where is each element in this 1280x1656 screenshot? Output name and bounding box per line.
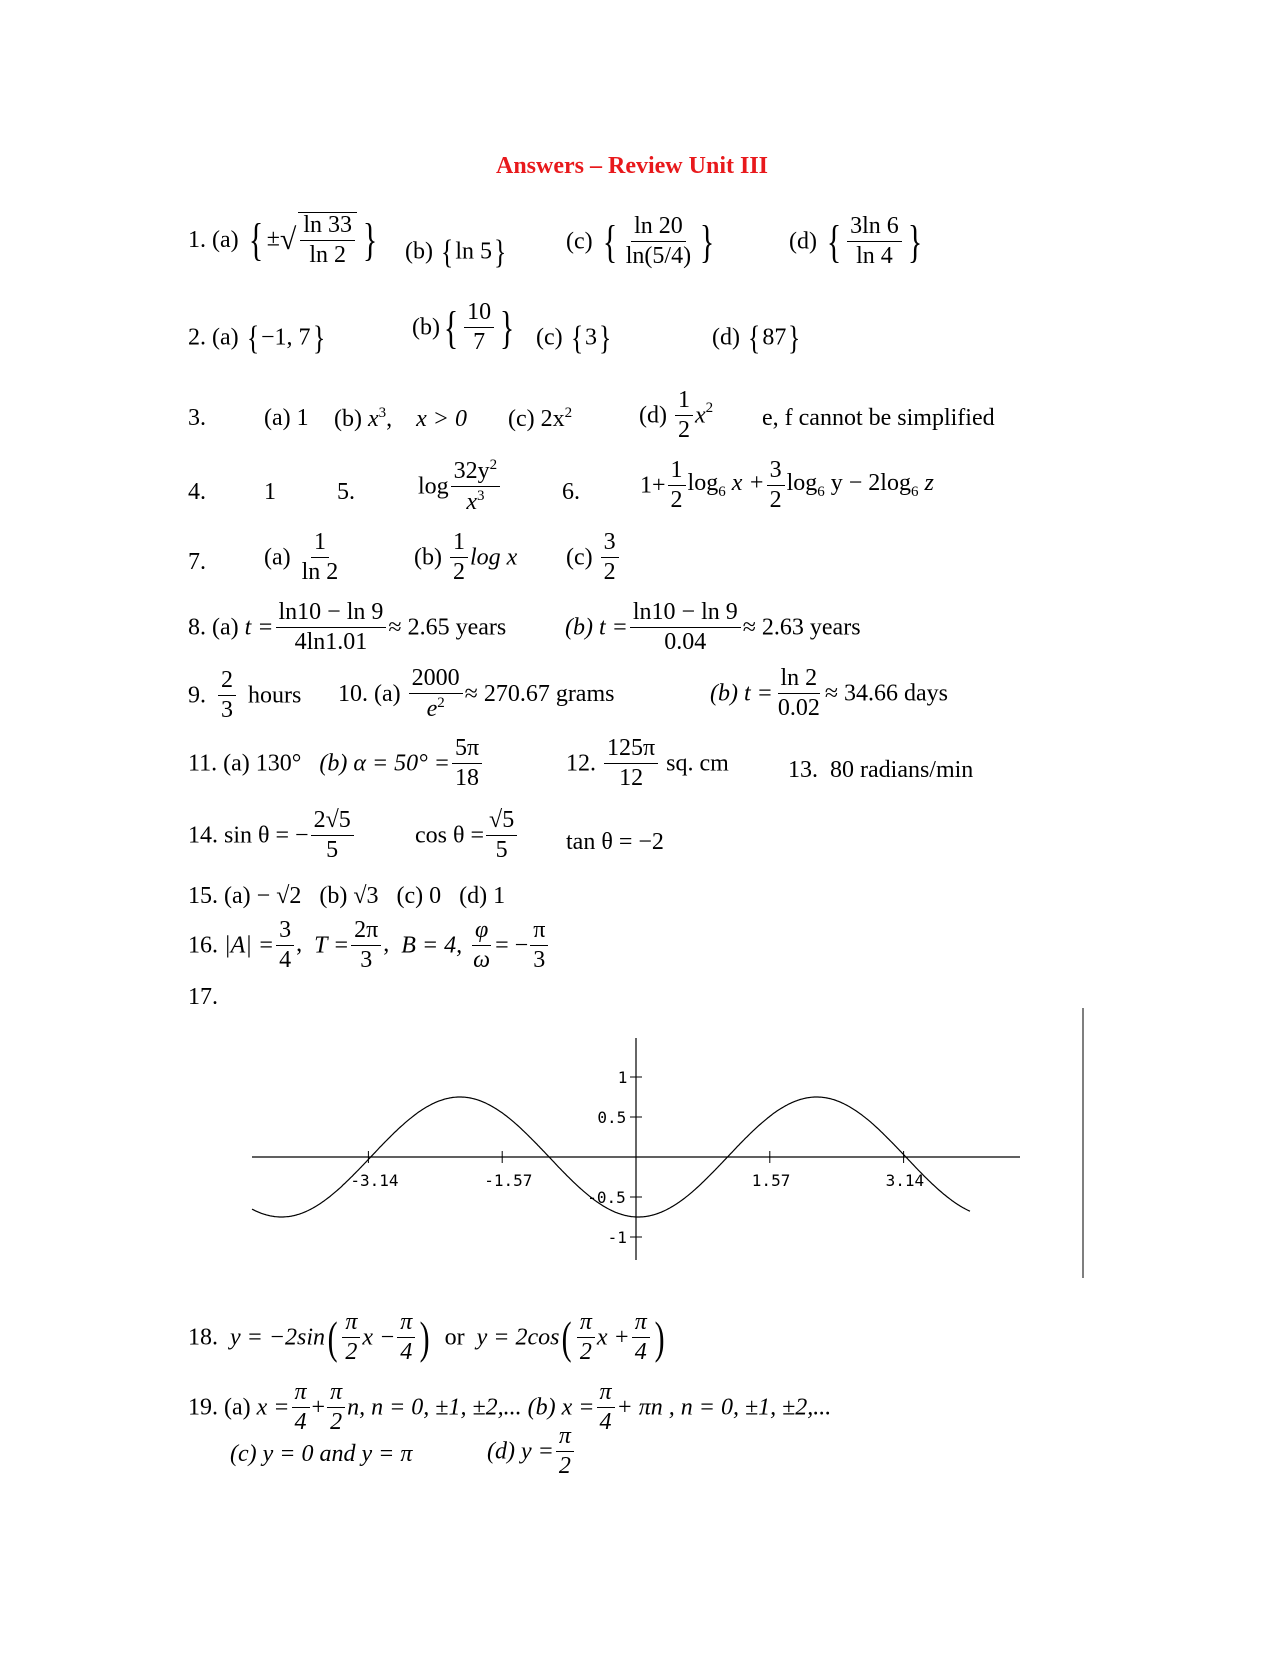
y-tick-label: -0.5 (587, 1188, 626, 1207)
answer-8b: (b) t = $\frac{\ln 10 - \ln 9}{0.04}$ ≈ 2.63 years (565, 599, 861, 656)
x-tick-label: 1.57 (751, 1171, 791, 1190)
answer-3b: (b) $x^3$, x > 0 (334, 405, 467, 432)
answer-4-label: 4. (188, 479, 206, 505)
answer-1: 1. (a) { ±√ $\frac{\ln 33}{\ln 2}$ } (188, 212, 378, 269)
answer-5: log $\frac{32y^2}{x^3}$ (418, 458, 502, 515)
answer-14: 14. sin θ = − $\frac{2√5}{5}$ (188, 808, 356, 863)
answer-4: 1 (264, 479, 276, 505)
answer-12: 12. $\frac{125\pi}{12}$ sq. cm (566, 735, 729, 792)
answer-7a: (a) $\frac{1}{\ln 2}$ (264, 529, 339, 586)
answer-7c: (c) $\frac{3}{2}$ (566, 530, 621, 585)
answer-17-label: 17. (188, 984, 218, 1010)
answer-15: 15. (a) − √2 (b) √3 (c) 0 (d) 1 (188, 883, 506, 909)
answer-19d: (d) y = $\frac{\pi}{2}$ (487, 1424, 576, 1479)
answer-10b: (b) t = $\frac{\ln 2}{0.02}$ ≈ 34.66 days (710, 665, 949, 722)
answer-1c: (c) { $\frac{\ln 20}{\ln(5/4)}$ } (566, 213, 715, 270)
answer-13: 13. 80 radians/min (788, 757, 974, 783)
y-tick-label: 0.5 (597, 1108, 627, 1127)
answer-7b: (b) $\frac{1}{2}$ log x (414, 529, 518, 586)
answer-3-label: 3. (188, 405, 206, 431)
answer-1d: (d) { $\frac{3\ln 6}{\ln 4}$ } (789, 213, 922, 270)
x-tick-label: -1.57 (484, 1171, 533, 1190)
answer-14-cos: cos θ = $\frac{√5}{5}$ (415, 808, 519, 863)
answer-19c: (c) y = 0 and y = π (230, 1441, 413, 1467)
answer-3c: (c) $2x^2$ (508, 405, 573, 432)
answer-8a: 8. (a) t = $\frac{\ln 10 - \ln 9}{4\ln 1.01}$ ≈ 2.65 years (188, 599, 507, 656)
answer-3a: (a) 1 (264, 405, 309, 431)
x-tick-label: -3.14 (350, 1171, 399, 1190)
page-title: Answers – Review Unit III (496, 153, 768, 179)
answer-3d: (d) $\frac{1}{2}$ $x^2$ (639, 387, 714, 444)
answer-14-tan: tan θ = −2 (566, 829, 664, 855)
answer-11: 11. (a) 130° (b) α = 50° = $\frac{5\pi}{18}$ (188, 736, 484, 791)
answer-18: 18. y = −2sin( $\frac{\pi}{2}$ x − $\frac{\pi}{4}$ ) or y = 2cos( $\frac{\pi}{2}$ x + $\frac{\pi}{4}$ ) (188, 1309, 665, 1366)
answer-1b: (b) {ln 5} (405, 234, 507, 271)
answer-6-label: 6. (562, 479, 580, 505)
answer-9: 9. $\frac{2}{3}$ hours (188, 667, 302, 724)
y-tick-label: 1 (617, 1068, 628, 1087)
answer-2a: 2. (a) {−1, 7} (188, 320, 325, 357)
answer-2c: (c) {3} (536, 320, 612, 357)
answer-2d: (d) {87} (712, 320, 801, 357)
answer-6: 1+ $\frac{1}{2}$ $\log_6 x$ + $\frac{3}{2}$ $\log_6 y - 2\log_6$ z (640, 457, 934, 514)
y-tick-label: -1 (607, 1228, 627, 1247)
answer-3-note: e, f cannot be simplified (762, 405, 995, 431)
answer-19a: 19. (a) x = $\frac{\pi}{4}$ + $\frac{\pi}{2}$ n, n = 0, ±1, ±2,... (b) x = $\frac{\pi}{4}$ + πn , n = 0, ±1, ±2,... (188, 1379, 832, 1436)
x-tick-label: 3.14 (885, 1171, 925, 1190)
answer-5-label: 5. (337, 479, 355, 505)
answer-16: 16. |A| = $\frac{3}{4}$ , T = $\frac{2\pi}{3}$ , B = 4, $\frac{\varphi}{\omega}$ = − $\frac{\pi}{3}$ (188, 918, 550, 973)
answer-2b: (b){ $\frac{10}{7}$ } (412, 299, 515, 356)
answer-7-label: 7. (188, 549, 206, 575)
answer-10a: 10. (a) $\frac{2000}{e^2}$ ≈ 270.67 grams (338, 665, 615, 723)
sine-graph (190, 1008, 1090, 1290)
